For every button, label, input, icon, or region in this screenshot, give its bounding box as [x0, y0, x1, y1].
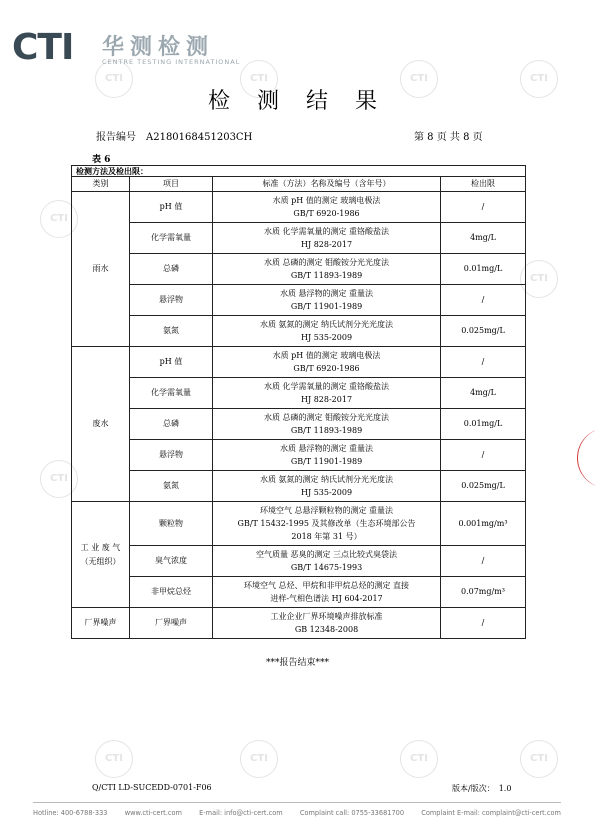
item-cell: 臭气浓度 — [130, 546, 213, 577]
item-cell: pH 值 — [130, 192, 213, 223]
item-cell: 非甲烷总烃 — [130, 577, 213, 608]
standard-line: GB/T 11901-1989 — [290, 302, 363, 311]
standard-line: 空气质量 恶臭的测定 三点比较式臭袋法 — [255, 550, 398, 559]
limit-cell: / — [441, 192, 526, 223]
footer-hotline: Hotline: 400-6788-333 — [33, 809, 108, 817]
logo-chinese-name: 华测检测 — [102, 35, 215, 60]
item-cell: pH 值 — [130, 347, 213, 378]
category-cell: 工 业 废 气 （无组织） — [72, 502, 130, 608]
header-category: 类别 — [72, 177, 130, 192]
standard-line: 2018 年第 31 号） — [291, 532, 362, 541]
standard-cell — [213, 192, 441, 223]
table-row — [72, 378, 526, 409]
standard-cell — [213, 347, 441, 378]
limit-cell: 0.025mg/L — [441, 471, 526, 502]
standard-cell — [213, 285, 441, 316]
report-number: 报告编号 A2180168451203CH — [96, 132, 253, 143]
logo-mark: CTI — [12, 27, 74, 68]
method-table — [71, 165, 526, 639]
watermark-seal: CTI — [240, 740, 278, 778]
standard-line: 水质 总磷的测定 钼酸铵分光光度法 — [263, 413, 390, 422]
standard-cell — [213, 608, 441, 639]
standard-line: HJ 535-2009 — [300, 333, 353, 342]
standard-line: 工业企业厂界环境噪声排放标准 — [270, 612, 383, 621]
standard-line: 环境空气 总悬浮颗粒物的测定 重量法 — [259, 506, 394, 515]
watermark-seal: CTI — [400, 740, 438, 778]
limit-cell: 0.01mg/L — [441, 254, 526, 285]
watermark-seal: CTI — [400, 60, 438, 98]
item-cell: 总磷 — [130, 409, 213, 440]
standard-line: 水质 pH 值的测定 玻璃电极法 — [272, 351, 381, 360]
table-row — [72, 347, 526, 378]
limit-cell: / — [441, 347, 526, 378]
standard-cell — [213, 254, 441, 285]
category-cell: 厂界噪声 — [72, 608, 130, 639]
standard-line: 水质 悬浮物的测定 重量法 — [279, 289, 374, 298]
watermark-seal: CTI — [40, 460, 78, 498]
watermark-seal: CTI — [95, 60, 133, 98]
limit-cell: 0.07mg/m³ — [441, 577, 526, 608]
category-cell: 雨水 — [72, 192, 130, 347]
report-end-marker: ***报告结束*** — [265, 658, 329, 668]
standard-line: GB/T 11893-1989 — [290, 271, 363, 280]
limit-cell: 0.025mg/L — [441, 316, 526, 347]
standard-cell — [213, 502, 441, 546]
table-row — [72, 192, 526, 223]
table-row — [72, 502, 526, 546]
header-item: 项目 — [130, 177, 213, 192]
page-number: 第 8 页 共 8 页 — [414, 132, 483, 143]
watermark-seal: CTI — [240, 60, 278, 98]
table-row — [72, 546, 526, 577]
standard-cell — [213, 409, 441, 440]
standard-line: 水质 悬浮物的测定 重量法 — [279, 444, 374, 453]
watermark-seal: CTI — [520, 260, 558, 298]
standard-line: 水质 氨氮的测定 纳氏试剂分光光度法 — [259, 320, 394, 329]
page-title: 检 测 结 果 — [208, 89, 387, 114]
standard-line: GB/T 15432-1995 及其修改单（生态环境部公告 — [237, 519, 416, 528]
limit-cell: 0.01mg/L — [441, 409, 526, 440]
standard-line: GB/T 11893-1989 — [290, 426, 363, 435]
footer — [33, 809, 561, 817]
watermark-seal: CTI — [40, 200, 78, 238]
limit-cell: / — [441, 440, 526, 471]
standard-cell — [213, 577, 441, 608]
item-cell: 颗粒物 — [130, 502, 213, 546]
item-cell: 氨氮 — [130, 316, 213, 347]
standard-line: HJ 828-2017 — [300, 395, 353, 404]
standard-line: GB/T 6920-1986 — [293, 209, 360, 218]
footer-email[interactable]: E-mail: info@cti-cert.com — [199, 809, 283, 817]
standard-line: 环境空气 总烃、甲烷和非甲烷总烃的测定 直接 — [243, 581, 410, 590]
footer-complaint-call: Complaint call: 0755-33681700 — [299, 809, 405, 817]
table-label: 表 6 — [92, 155, 111, 165]
logo-english-name: CENTRE TESTING INTERNATIONAL — [102, 58, 241, 66]
form-number: Q/CTI LD-SUCEDD-0701-F06 — [92, 783, 212, 792]
limit-cell: 4mg/L — [441, 378, 526, 409]
standard-cell — [213, 316, 441, 347]
table-row — [72, 440, 526, 471]
item-cell: 氨氮 — [130, 471, 213, 502]
limit-cell: / — [441, 546, 526, 577]
standard-line: GB/T 6920-1986 — [293, 364, 360, 373]
standard-cell — [213, 546, 441, 577]
standard-cell — [213, 440, 441, 471]
footer-divider — [33, 802, 561, 803]
item-cell: 化学需氧量 — [130, 223, 213, 254]
standard-line: 水质 总磷的测定 钼酸铵分光光度法 — [263, 258, 390, 267]
standard-cell — [213, 223, 441, 254]
section-label: 检测方法及检出限： — [72, 166, 526, 177]
standard-line: 水质 化学需氧量的测定 重铬酸盐法 — [263, 227, 390, 236]
limit-cell: 0.001mg/m³ — [441, 502, 526, 546]
watermark-seal: CTI — [520, 740, 558, 778]
table-row — [72, 285, 526, 316]
standard-line: HJ 828-2017 — [300, 240, 353, 249]
item-cell: 总磷 — [130, 254, 213, 285]
standard-line: GB/T 14675-1993 — [290, 563, 363, 572]
standard-line: 进样-气相色谱法 HJ 604-2017 — [270, 594, 383, 603]
standard-line: GB 12348-2008 — [294, 625, 359, 634]
footer-complaint-email[interactable]: Complaint E-mail: complaint@cti-cert.com — [421, 809, 561, 817]
table-header-row — [72, 177, 526, 192]
footer-website[interactable]: www.cti-cert.com — [124, 809, 182, 817]
limit-cell: 4mg/L — [441, 223, 526, 254]
item-cell: 厂界噪声 — [130, 608, 213, 639]
standard-cell — [213, 378, 441, 409]
table-row — [72, 471, 526, 502]
standard-line: HJ 535-2009 — [300, 488, 353, 497]
category-cell: 废水 — [72, 347, 130, 502]
limit-cell: / — [441, 285, 526, 316]
table-row — [72, 223, 526, 254]
table-row — [72, 409, 526, 440]
standard-cell — [213, 471, 441, 502]
version-label: 版本/版次： 1.0 — [452, 784, 512, 793]
watermark-seal: CTI — [95, 740, 133, 778]
watermark-seal: CTI — [520, 60, 558, 98]
header-limit: 检出限 — [441, 177, 526, 192]
table-row — [72, 316, 526, 347]
standard-line: 水质 化学需氧量的测定 重铬酸盐法 — [263, 382, 390, 391]
header-standard: 标准（方法）名称及编号（含年号） — [213, 177, 441, 192]
standard-line: 水质 pH 值的测定 玻璃电极法 — [272, 196, 381, 205]
method-table-body — [72, 166, 526, 639]
standard-line: GB/T 11901-1989 — [290, 457, 363, 466]
item-cell: 悬浮物 — [130, 440, 213, 471]
limit-cell: / — [441, 608, 526, 639]
standard-line: 水质 氨氮的测定 纳氏试剂分光光度法 — [259, 475, 394, 484]
item-cell: 悬浮物 — [130, 285, 213, 316]
table-row — [72, 254, 526, 285]
item-cell: 化学需氧量 — [130, 378, 213, 409]
table-row — [72, 577, 526, 608]
red-seal-stamp — [577, 428, 595, 488]
table-row — [72, 608, 526, 639]
